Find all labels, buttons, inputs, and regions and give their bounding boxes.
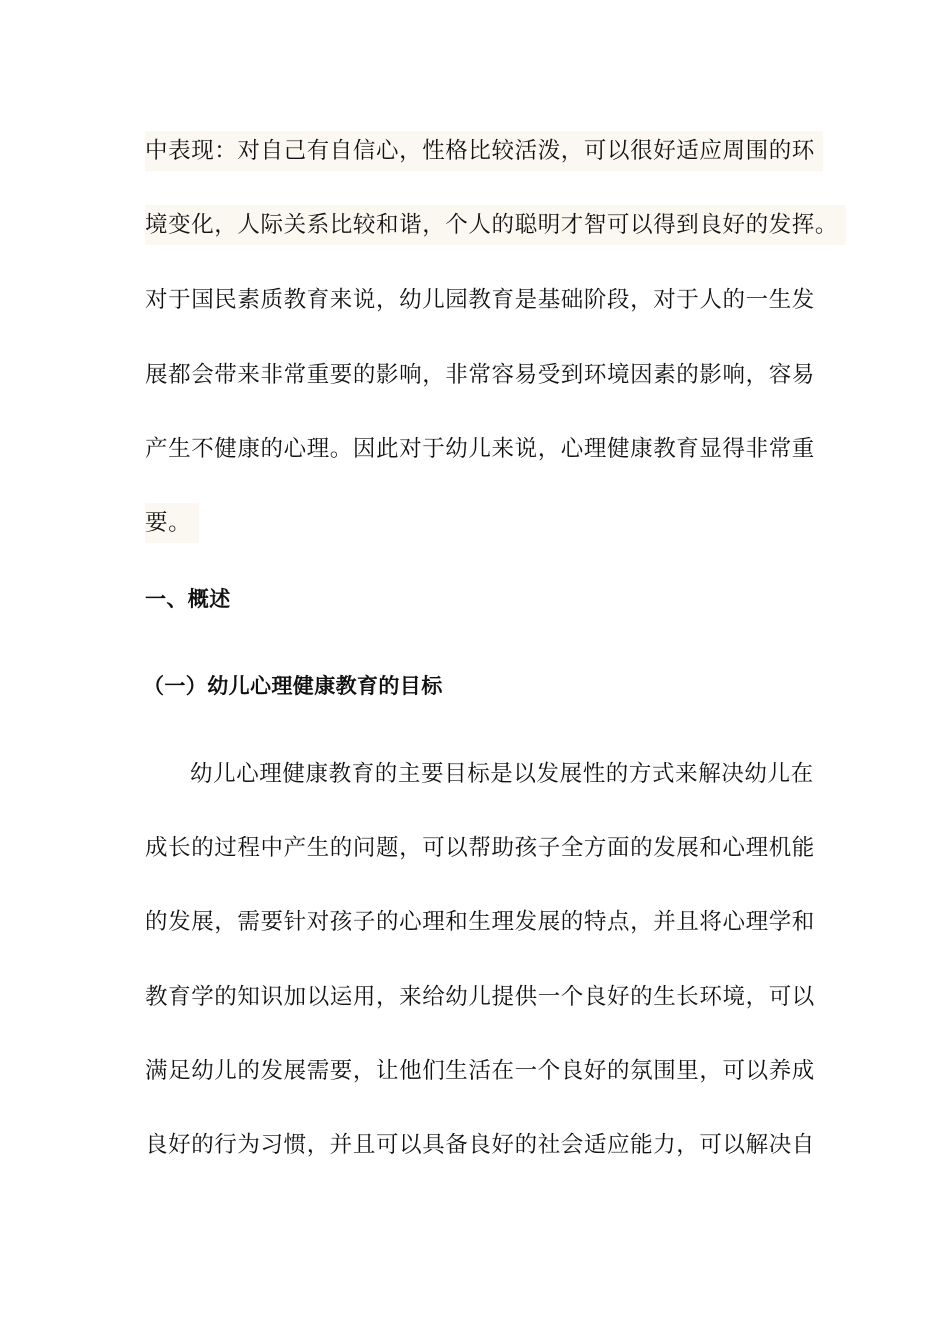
intro-line-5: 产生不健康的心理。因此对于幼儿来说，心理健康教育显得非常重: [145, 436, 815, 462]
section-heading: 一、概述: [145, 587, 231, 611]
body-line-6: 良好的行为习惯，并且可以具备良好的社会适应能力，可以解决自: [145, 1132, 815, 1158]
body-line-4: 教育学的知识加以运用，来给幼儿提供一个良好的生长环境，可以: [145, 984, 815, 1010]
intro-line-4: 展都会带来非常重要的影响，非常容易受到环境因素的影响，容易: [145, 362, 815, 388]
intro-line-1: 中表现：对自己有自信心，性格比较活泼，可以很好适应周围的环: [145, 131, 823, 171]
body-line-2: 成长的过程中产生的问题，可以帮助孩子全方面的发展和心理机能: [145, 835, 815, 861]
body-line-1: 幼儿心理健康教育的主要目标是以发展性的方式来解决幼儿在: [190, 761, 814, 787]
intro-line-6: 要。: [145, 503, 199, 543]
body-line-5: 满足幼儿的发展需要，让他们生活在一个良好的氛围里，可以养成: [145, 1058, 815, 1084]
subsection-heading: （一）幼儿心理健康教育的目标: [143, 674, 443, 698]
intro-line-3: 对于国民素质教育来说，幼儿园教育是基础阶段，对于人的一生发: [145, 287, 815, 313]
body-line-3: 的发展，需要针对孩子的心理和生理发展的特点，并且将心理学和: [145, 909, 815, 935]
intro-line-2: 境变化，人际关系比较和谐，个人的聪明才智可以得到良好的发挥。: [145, 205, 846, 245]
